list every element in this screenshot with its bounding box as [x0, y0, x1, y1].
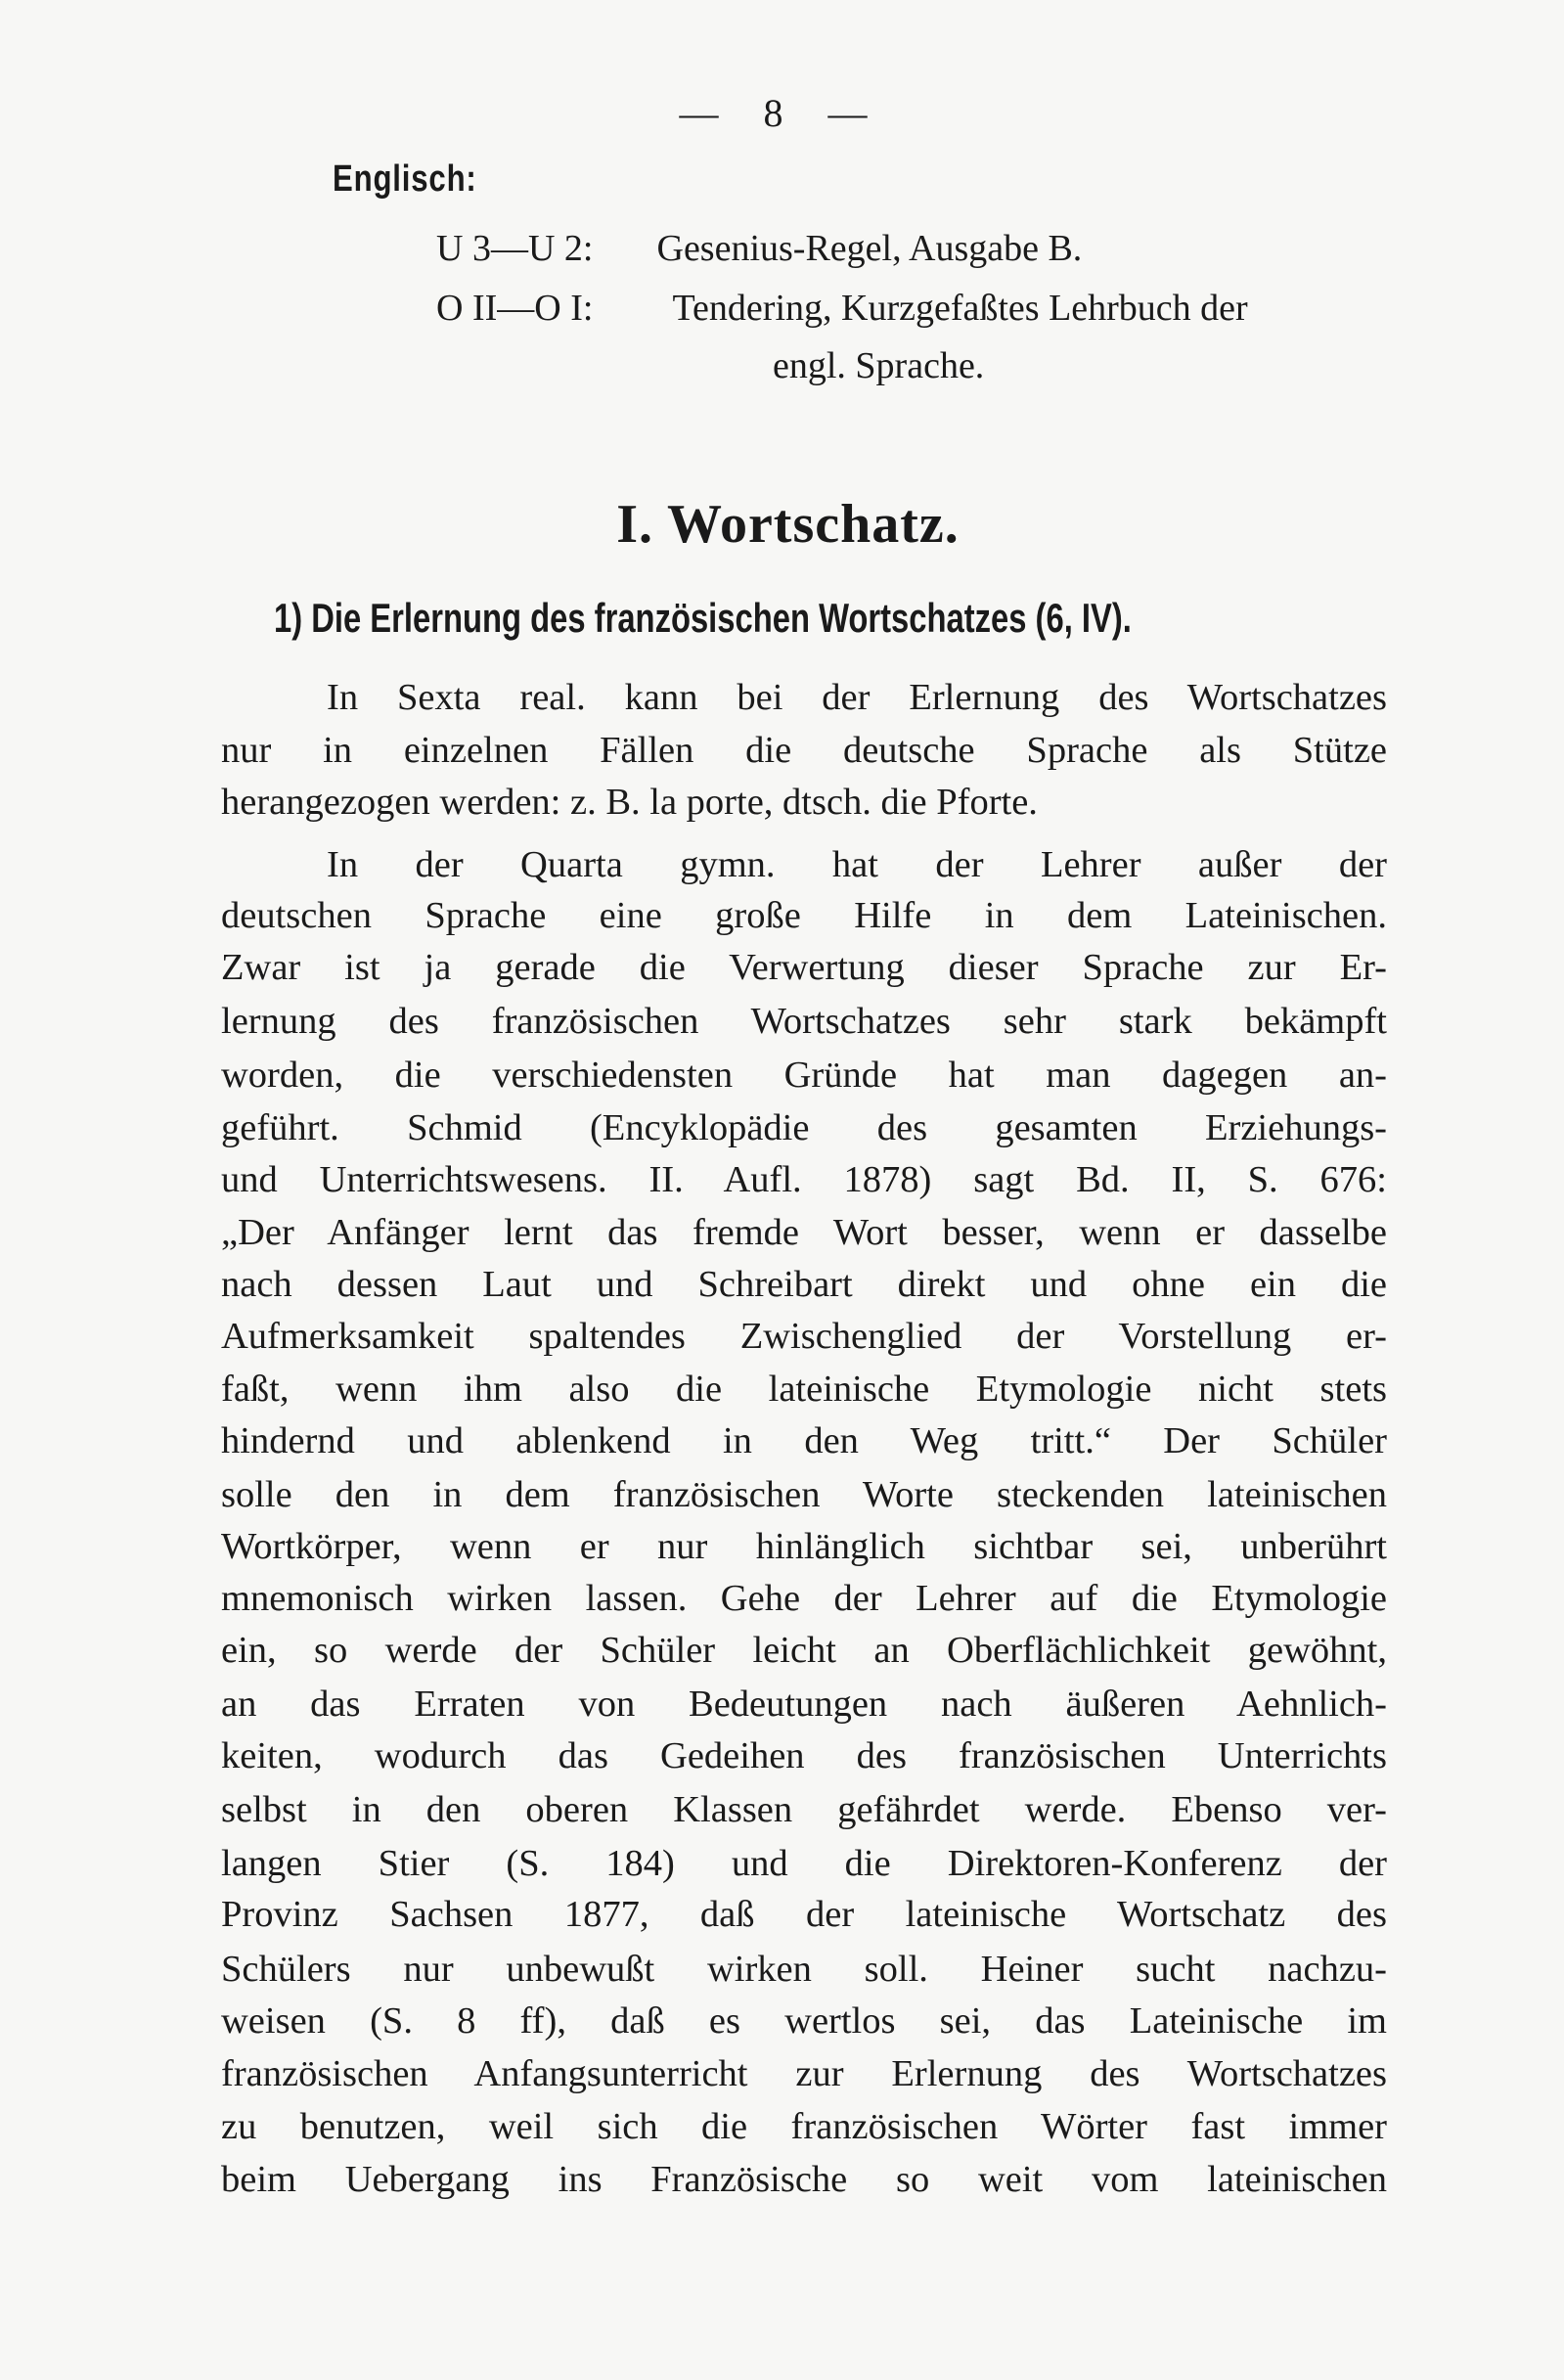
body-line: herangezogen werden: z. B. la porte, dtsch. die Pforte. [221, 782, 1038, 823]
textbook-title: Gesenius-Regel, Ausgabe B. [656, 228, 1083, 269]
section-label-englisch: Englisch: [333, 158, 477, 200]
book-entry-continuation [773, 344, 984, 387]
body-line: hindernd und ablenkend in den Weg tritt.“ Der Schüler [221, 1420, 1387, 1461]
chapter-title: I. Wortschatz. [616, 494, 960, 555]
body-line: ein, so werde der Schüler leicht an Oberflächlichkeit gewöhnt, [221, 1630, 1387, 1671]
body-line: mnemonisch wirken lassen. Gehe der Lehrer auf die Etymologie [221, 1578, 1387, 1619]
subsection-title: 1) Die Erlernung des französischen Wortschatzes (6, IV). [274, 595, 1132, 641]
body-line: weisen (S. 8 ff), daß es wertlos sei, das Lateinische im [221, 2000, 1387, 2042]
body-line: faßt, wenn ihm also die lateinische Etymologie nicht stets [221, 1369, 1387, 1410]
body-line: langen Stier (S. 184) und die Direktoren-Konferenz der [221, 1843, 1387, 1884]
body-line: worden, die verschiedensten Gründe hat man dagegen an- [221, 1055, 1387, 1096]
grade-level: U 3—U 2: [436, 228, 594, 269]
body-line: In der Quarta gymn. hat der Lehrer außer der [327, 844, 1387, 885]
book-entry [436, 227, 1082, 270]
textbook-title: Tendering, Kurzgefaßtes Lehrbuch der [672, 288, 1248, 329]
body-line: deutschen Sprache eine große Hilfe in dem Lateinischen. [221, 895, 1387, 936]
body-line: Aufmerksamkeit spaltendes Zwischenglied der Vorstellung er- [221, 1316, 1387, 1357]
book-entry [436, 287, 1248, 330]
body-line: solle den in dem französischen Worte steckenden lateinischen [221, 1474, 1387, 1515]
body-line: keiten, wodurch das Gedeihen des französischen Unterrichts [221, 1735, 1387, 1776]
body-line: selbst in den oberen Klassen gefährdet werde. Ebenso ver- [221, 1789, 1387, 1830]
body-line: zu benutzen, weil sich die französischen Wörter fast immer [221, 2106, 1387, 2147]
body-line: In Sexta real. kann bei der Erlernung des Wortschatzes [327, 677, 1387, 718]
body-line: lernung des französischen Wortschatzes sehr stark bekämpft [221, 1001, 1387, 1042]
body-line: französischen Anfangsunterricht zur Erlernung des Wortschatzes [221, 2053, 1387, 2094]
textbook-title: engl. Sprache. [773, 345, 985, 386]
body-line: Wortkörper, wenn er nur hinlänglich sichtbar sei, unberührt [221, 1526, 1387, 1567]
body-line: geführt. Schmid (Encyklopädie des gesamten Erziehungs- [221, 1107, 1387, 1148]
body-line: an das Erraten von Bedeutungen nach äußeren Aehnlich- [221, 1684, 1387, 1725]
body-line: Schülers nur unbewußt wirken soll. Heiner sucht nachzu- [221, 1949, 1387, 1990]
body-line: nach dessen Laut und Schreibart direkt und ohne ein die [221, 1264, 1387, 1305]
body-line: Zwar ist ja gerade die Verwertung dieser Sprache zur Er- [221, 947, 1387, 988]
body-line: „Der Anfänger lernt das fremde Wort besser, wenn er dasselbe [221, 1212, 1387, 1253]
body-line: nur in einzelnen Fällen die deutsche Sprache als Stütze [221, 730, 1387, 771]
body-line: beim Uebergang ins Französische so weit vom lateinischen [221, 2159, 1387, 2200]
grade-level: O II—O I: [436, 288, 594, 329]
body-line: Provinz Sachsen 1877, daß der lateinische Wortschatz des [221, 1894, 1387, 1935]
page-number: — 8 — [679, 91, 885, 135]
body-line: und Unterrichtswesens. II. Aufl. 1878) sagt Bd. II, S. 676: [221, 1159, 1387, 1200]
